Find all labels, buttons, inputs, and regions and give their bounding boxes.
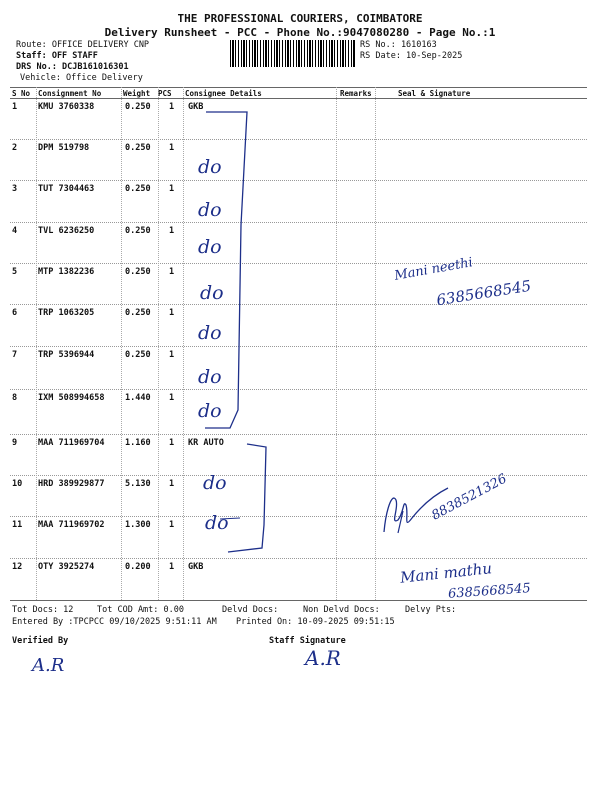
ditto-mark: do [198, 199, 222, 221]
weight: 0.250 [125, 267, 151, 277]
weight: 1.160 [125, 438, 151, 448]
consignment-no: OTY 3925274 [38, 562, 95, 572]
weight: 1.300 [125, 520, 151, 530]
ditto-mark: do [198, 236, 222, 258]
weight: 5.130 [125, 479, 151, 489]
ditto-mark: do [198, 156, 222, 178]
column-header: Seal & Signature [398, 89, 471, 98]
consignment-no: HRD 389929877 [38, 479, 105, 489]
route-label: Route: OFFICE DELIVERY CNP [16, 40, 150, 50]
column-header: PCS [158, 89, 172, 98]
pcs: 1 [169, 350, 175, 360]
receiver-name: Mani mathu [399, 559, 493, 587]
verifier-initials: A.R [32, 655, 65, 676]
verified-by-label: Verified By [12, 636, 69, 646]
consignment-no: KMU 3760338 [38, 102, 95, 112]
consignee-details: GKB [188, 562, 204, 572]
consignment-no: TRP 1063205 [38, 308, 95, 318]
row-sno: 1 [12, 102, 18, 112]
ditto-mark: do [198, 322, 222, 344]
row-sno: 7 [12, 350, 18, 360]
pcs: 1 [169, 308, 175, 318]
pcs: 1 [169, 562, 175, 572]
column-header: Consignee Details [185, 89, 262, 98]
weight: 0.250 [125, 184, 151, 194]
pcs: 1 [169, 184, 175, 194]
ditto-mark: do [200, 282, 224, 304]
row-sno: 3 [12, 184, 18, 194]
row-sno: 6 [12, 308, 18, 318]
staff-signature-label: Staff Signature [269, 636, 346, 646]
pcs: 1 [169, 226, 175, 236]
column-header: Remarks [340, 89, 372, 98]
weight: 0.250 [125, 350, 151, 360]
consignment-no: MTP 1382236 [38, 267, 95, 277]
entered-by: Entered By :TPCPCC 09/10/2025 9:51:11 AM [12, 617, 217, 627]
consignment-no: TRP 5396944 [38, 350, 95, 360]
rs-number: RS No.: 1610163 [360, 40, 437, 50]
delivered-docs: Delvd Docs: [222, 605, 279, 615]
non-delivered-docs: Non Delvd Docs: [303, 605, 380, 615]
consignment-no: TUT 7304463 [38, 184, 95, 194]
consignment-no: DPM 519798 [38, 143, 90, 153]
pcs: 1 [169, 102, 175, 112]
delivery-points: Delvy Pts: [405, 605, 457, 615]
row-sno: 10 [12, 479, 23, 489]
row-sno: 8 [12, 393, 18, 403]
row-sno: 5 [12, 267, 18, 277]
weight: 0.250 [125, 226, 151, 236]
weight: 1.440 [125, 393, 151, 403]
ditto-mark: do [205, 512, 229, 534]
receiver-phone: 8838521326 [429, 471, 510, 524]
consignment-no: MAA 711969704 [38, 438, 105, 448]
ditto-mark: do [203, 472, 227, 494]
row-sno: 2 [12, 143, 18, 153]
weight: 0.200 [125, 562, 151, 572]
row-sno: 12 [12, 562, 23, 572]
pcs: 1 [169, 267, 175, 277]
column-header: Consignment No [38, 89, 102, 98]
total-docs: Tot Docs: 12 [12, 605, 74, 615]
consignment-no: MAA 711969702 [38, 520, 105, 530]
vehicle-label: Vehicle: Office Delivery [20, 73, 143, 83]
consignee-details: GKB [188, 102, 204, 112]
pcs: 1 [169, 479, 175, 489]
receiver-name: Mani neethi [393, 255, 474, 284]
weight: 0.250 [125, 308, 151, 318]
receiver-phone: 6385668545 [447, 581, 532, 602]
ditto-mark: do [198, 366, 222, 388]
consignee-details: KR AUTO [188, 438, 224, 448]
drs-number: DRS No.: DCJB161016301 [16, 62, 129, 72]
total-cod-amount: Tot COD Amt: 0.00 [97, 605, 184, 615]
row-sno: 4 [12, 226, 18, 236]
rs-date: RS Date: 10-Sep-2025 [360, 51, 463, 61]
column-header: Weight [123, 89, 151, 98]
staff-initials: A.R [305, 646, 341, 670]
weight: 0.250 [125, 102, 151, 112]
staff-label: Staff: OFF STAFF [16, 51, 98, 61]
company-name: THE PROFESSIONAL COURIERS, COIMBATORE [177, 12, 423, 25]
row-sno: 11 [12, 520, 23, 530]
printed-on: Printed On: 10-09-2025 09:51:15 [236, 617, 395, 627]
pcs: 1 [169, 520, 175, 530]
pcs: 1 [169, 393, 175, 403]
row-sno: 9 [12, 438, 18, 448]
weight: 0.250 [125, 143, 151, 153]
column-header: S No [12, 89, 31, 98]
ditto-mark: do [198, 400, 222, 422]
consignment-no: TVL 6236250 [38, 226, 95, 236]
receiver-phone: 6385668545 [435, 276, 533, 310]
consignment-no: IXM 508994658 [38, 393, 105, 403]
runsheet-title: Delivery Runsheet - PCC - Phone No.:9047080280 - Page No.:1 [104, 26, 496, 39]
pcs: 1 [169, 438, 175, 448]
pcs: 1 [169, 143, 175, 153]
